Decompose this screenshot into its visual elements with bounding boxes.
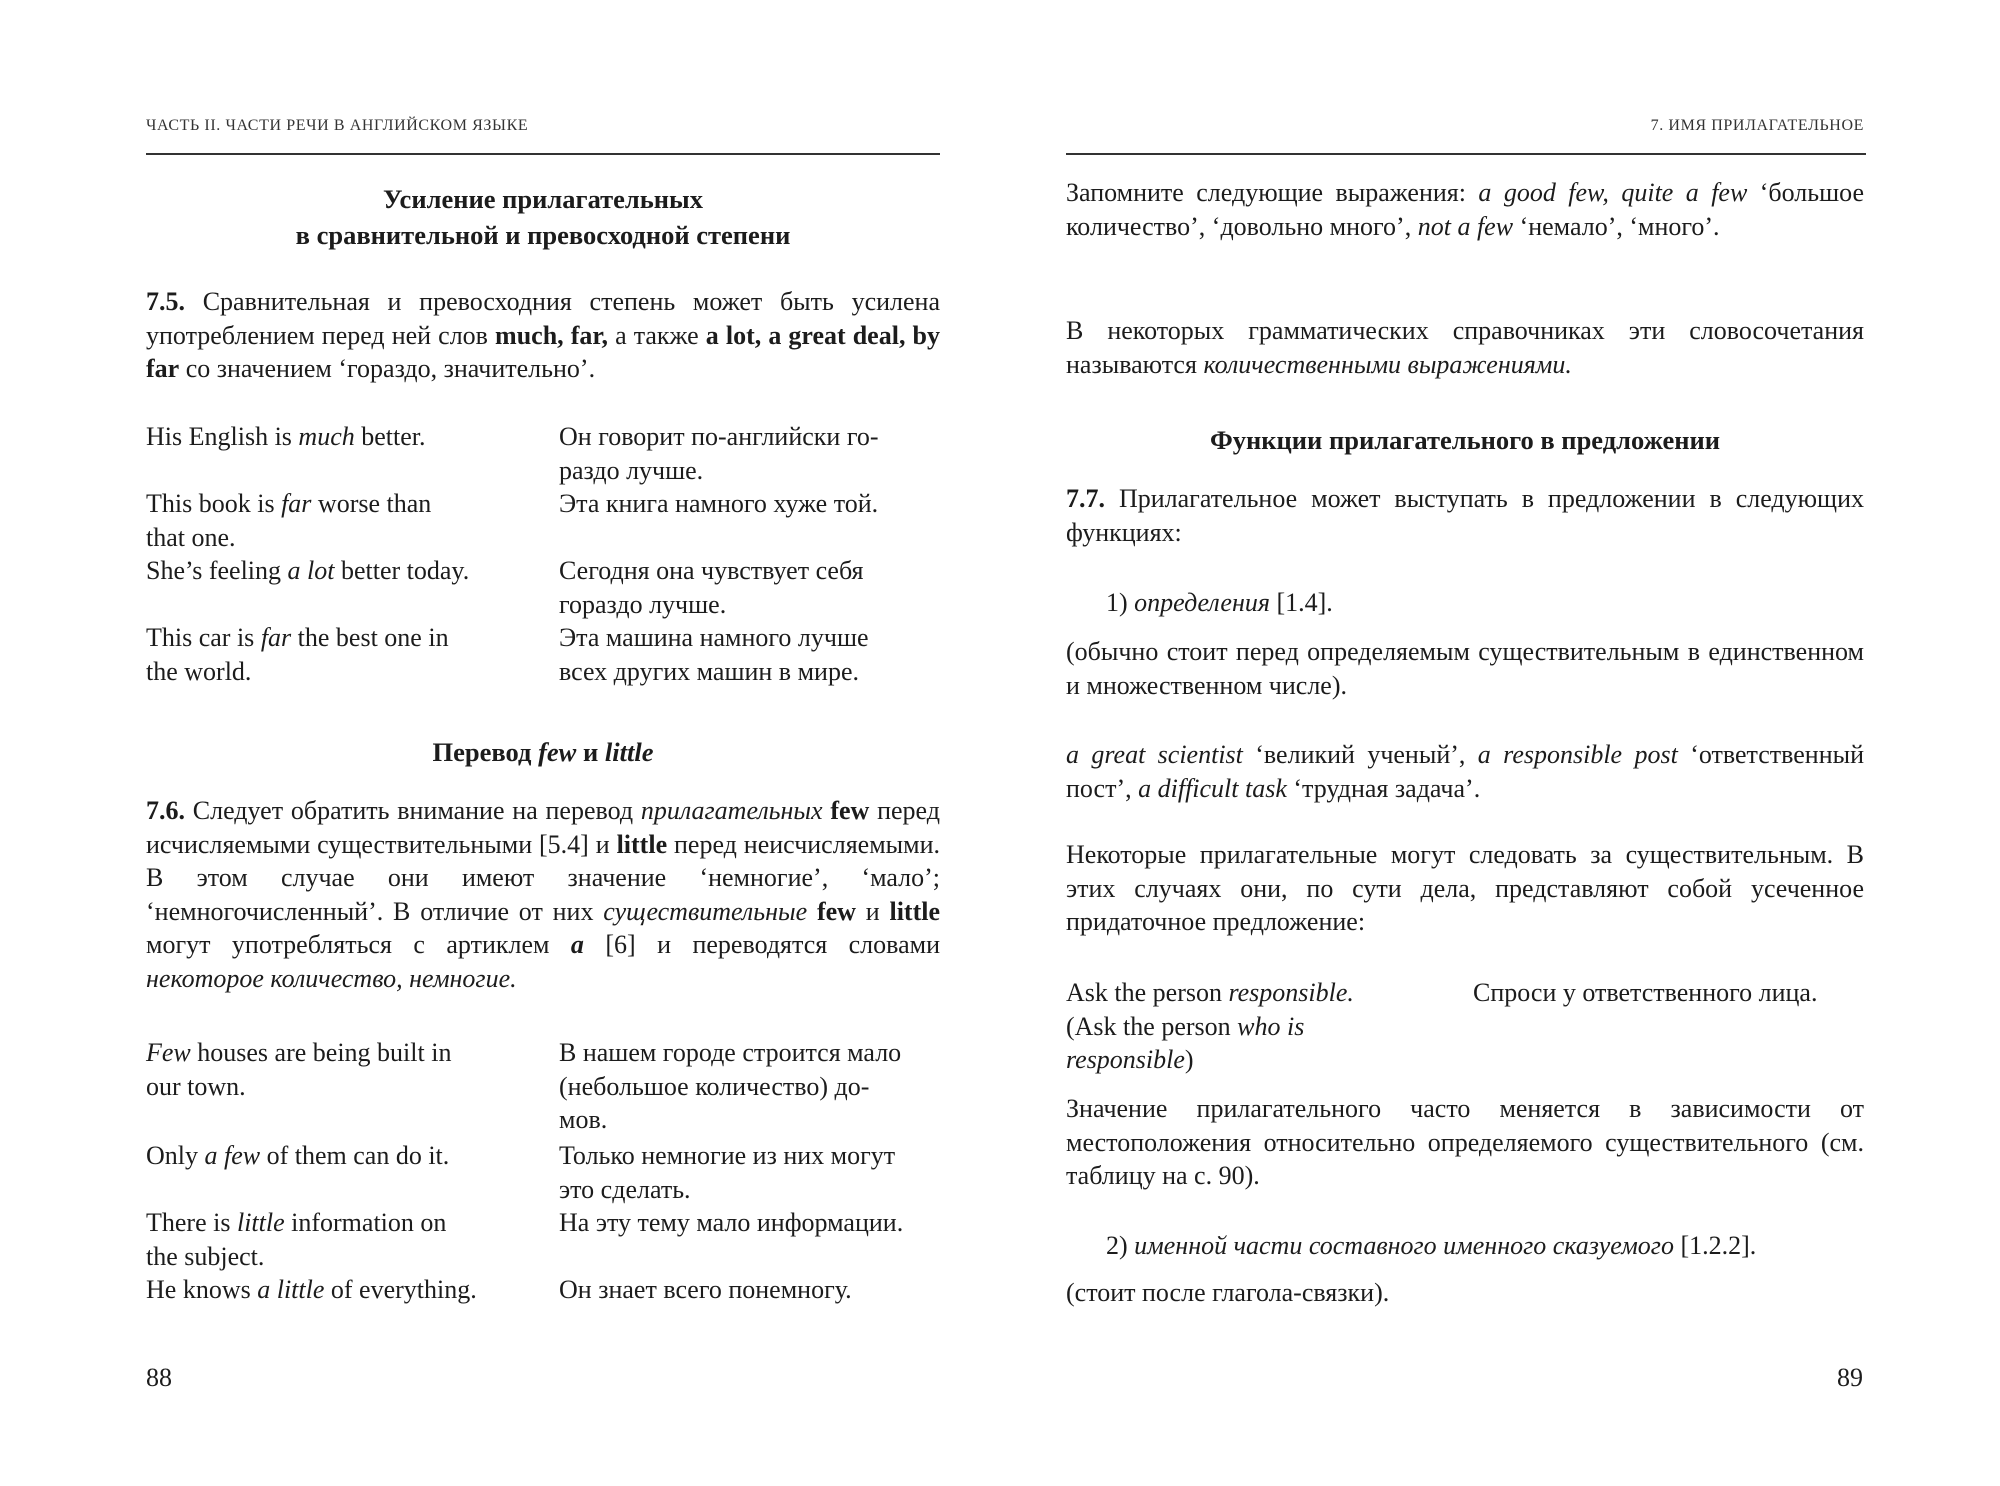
example-ru <box>559 1139 895 1206</box>
text: Эта машина намного лучше <box>559 623 869 652</box>
italic-term: существительные <box>603 896 808 926</box>
italic-term: a great scientist <box>1066 740 1243 769</box>
example-ru <box>559 1273 852 1307</box>
italic-term: Few <box>146 1038 191 1067</box>
text: Следует обратить внимание на перевод <box>185 796 641 825</box>
example-ru <box>559 420 879 487</box>
intro-paragraph <box>1066 176 1864 243</box>
section-title: Функции прилагательного в предложении <box>1209 425 1721 455</box>
text: перед неисчисляемыми. В этом случае они имеют значение ‘немногие’, ‘мало’; ‘немногочисленный’. В отличие от них <box>146 829 940 926</box>
reference: [1.4]. <box>1269 588 1333 617</box>
example-en <box>146 1036 451 1103</box>
text: ‘ответственный пост’, <box>1066 740 1864 803</box>
list-number: 1) <box>1106 588 1135 617</box>
text: the best one in <box>291 623 449 652</box>
example-ru <box>559 487 878 521</box>
italic-term: a responsible post <box>1477 740 1678 769</box>
paragraph-number: 7.7. <box>1066 484 1105 513</box>
text: На эту тему мало информации. <box>559 1208 904 1237</box>
text: of everything. <box>324 1275 477 1304</box>
text: В нашем городе строится мало <box>559 1038 902 1067</box>
text: There is <box>146 1208 237 1237</box>
italic-term: responsible. <box>1228 978 1354 1007</box>
text: Прилагательное может выступать в предложении в следующих функциях: <box>1066 484 1864 547</box>
paragraph-7-7 <box>1066 482 1864 549</box>
italic-term: некоторое количество, немногие. <box>146 963 517 993</box>
italic-term: именной части составного именного сказуемого <box>1134 1231 1674 1260</box>
text <box>807 897 817 926</box>
text: мов. <box>559 1105 608 1134</box>
paragraph-7-5 <box>146 285 940 386</box>
italic-term: a difficult task <box>1138 773 1287 803</box>
text: Он говорит по-английски го- <box>559 422 879 451</box>
example-en <box>146 1273 477 1307</box>
text: перед исчисляемыми существительными [5.4] и <box>146 796 940 859</box>
text: the subject. <box>146 1241 265 1271</box>
function-item-2 <box>1106 1229 1756 1263</box>
italic-term: much <box>298 422 355 451</box>
text: Запомните следующие выражения: <box>1066 178 1479 207</box>
text: В некоторых грамматических справочниках эти словосочетания называются <box>1066 316 1864 379</box>
post-position-paragraph: Некоторые прилагательные могут следовать за существительным. В этих случаях они, по сути дела, представляют собой усеченное придаточное предложение: <box>1066 840 1864 936</box>
text: Сегодня она чувствует себя <box>559 556 864 585</box>
bold-term: little <box>616 829 668 859</box>
example-en <box>146 487 431 554</box>
text: ) <box>1184 1045 1194 1074</box>
italic-term: a lot <box>287 556 335 585</box>
example-en <box>146 1206 446 1273</box>
meaning-paragraph: Значение прилагательного часто меняется в зависимости от местоположения относительно определяемого существительного (см. таблицу на с. 90). <box>1066 1094 1864 1190</box>
running-head: ЧАСТЬ II. ЧАСТИ РЕЧИ В АНГЛИЙСКОМ ЯЗЫКЕ <box>146 117 529 134</box>
paragraph-7-6 <box>146 794 940 995</box>
function-note: (стоит после глагола-связки). <box>1066 1278 1390 1307</box>
text: раздо лучше. <box>559 455 704 485</box>
text: ‘немало’, ‘много’. <box>1513 211 1720 241</box>
italic-term: количественными выражениями. <box>1203 349 1572 379</box>
text: (небольшое количество) до- <box>559 1071 870 1101</box>
example-en <box>146 420 426 454</box>
text: houses are being built in <box>190 1038 452 1067</box>
text: Only <box>146 1141 205 1170</box>
text: better. <box>354 422 426 451</box>
text: our town. <box>146 1071 246 1101</box>
text: это сделать. <box>559 1174 691 1204</box>
text: и <box>576 737 605 767</box>
text: of them can do it. <box>260 1141 450 1170</box>
text: Только немногие из них могут <box>559 1141 896 1170</box>
italic-term: few <box>538 737 577 767</box>
text: а также <box>608 320 706 350</box>
text: Ask the person <box>1066 978 1229 1007</box>
bold-italic-term: a <box>570 930 584 959</box>
text: Перевод <box>432 737 539 767</box>
italic-term: responsible <box>1066 1045 1185 1074</box>
text: information on <box>284 1208 447 1237</box>
page-number: 88 <box>146 1363 172 1392</box>
example-paragraph <box>1066 738 1864 805</box>
example-ru <box>559 1206 903 1240</box>
note-paragraph <box>1066 314 1864 381</box>
right-page <box>1000 0 2000 1486</box>
italic-term: who is <box>1237 1011 1305 1041</box>
text: This book is <box>146 489 282 518</box>
bold-term: few <box>816 896 856 926</box>
text: ‘трудная задача’. <box>1286 773 1481 803</box>
section-title-line: в сравнительной и превосходной степени <box>295 220 791 250</box>
text: ‘большое количество’, ‘довольно много’, <box>1066 178 1864 241</box>
text: Эта книга намного хуже той. <box>559 489 879 518</box>
italic-term: far <box>260 623 292 652</box>
text: better today. <box>334 556 470 585</box>
text: Он знает всего понемногу. <box>559 1275 852 1304</box>
page-number: 89 <box>1837 1363 1863 1392</box>
text: worse than <box>311 489 432 518</box>
example-ru <box>559 554 864 621</box>
text: могут употребляться с артиклем <box>146 930 571 959</box>
bold-term: few <box>830 796 870 825</box>
text: Сравнительная и превосходния степень может быть усилена употреблением перед ней слов <box>146 287 940 350</box>
text: His English is <box>146 422 299 451</box>
text: She’s feeling <box>146 556 288 585</box>
example-en <box>1066 976 1354 1077</box>
example-en <box>146 554 469 588</box>
italic-term: little <box>236 1208 285 1237</box>
text: ‘великий ученый’, <box>1242 740 1478 769</box>
italic-term: far <box>281 489 312 518</box>
italic-term: a few <box>204 1141 261 1170</box>
function-item-1 <box>1106 586 1333 620</box>
italic-term: a good few, quite a few <box>1478 178 1748 207</box>
text: He knows <box>146 1275 258 1304</box>
section-title <box>146 181 940 253</box>
bold-term: little <box>889 896 940 926</box>
header-rule <box>146 153 940 155</box>
text: This car is <box>146 623 261 652</box>
paragraph-number: 7.5. <box>146 287 185 316</box>
italic-term: little <box>604 737 654 767</box>
text: со значением ‘гораздо, значительно’. <box>179 354 596 383</box>
italic-term: прилагательных <box>640 796 823 825</box>
text: (Ask the person <box>1066 1011 1238 1041</box>
text: that one. <box>146 522 236 552</box>
bold-term: a lot, a great deal, by far <box>146 320 940 383</box>
text: [6] и переводятся словами <box>583 930 940 959</box>
text: всех других машин в мире. <box>559 656 859 686</box>
text: гораздо лучше. <box>559 589 727 619</box>
bold-term: much, far, <box>495 320 609 350</box>
list-number: 2) <box>1106 1231 1135 1260</box>
header-rule <box>1066 153 1866 155</box>
italic-term: not a few <box>1417 211 1514 241</box>
text: the world. <box>146 656 252 686</box>
example-en <box>146 1139 449 1173</box>
reference: [1.2.2]. <box>1673 1231 1757 1260</box>
example-ru <box>559 1036 901 1137</box>
italic-term: определения <box>1134 588 1270 617</box>
text: и <box>855 896 890 926</box>
example-ru: Спроси у ответственного лица. <box>1473 978 1818 1007</box>
running-head: 7. ИМЯ ПРИЛАГАТЕЛЬНОЕ <box>1650 117 1864 134</box>
section-title-line: Усиление прилагательных <box>382 184 704 214</box>
example-en <box>146 621 449 688</box>
section-title <box>146 734 940 770</box>
example-ru <box>559 621 869 688</box>
function-note: (обычно стоит перед определяемым существительным в единственном и множественном числе). <box>1066 637 1864 700</box>
italic-term: a little <box>257 1275 325 1304</box>
paragraph-number: 7.6. <box>146 796 185 825</box>
